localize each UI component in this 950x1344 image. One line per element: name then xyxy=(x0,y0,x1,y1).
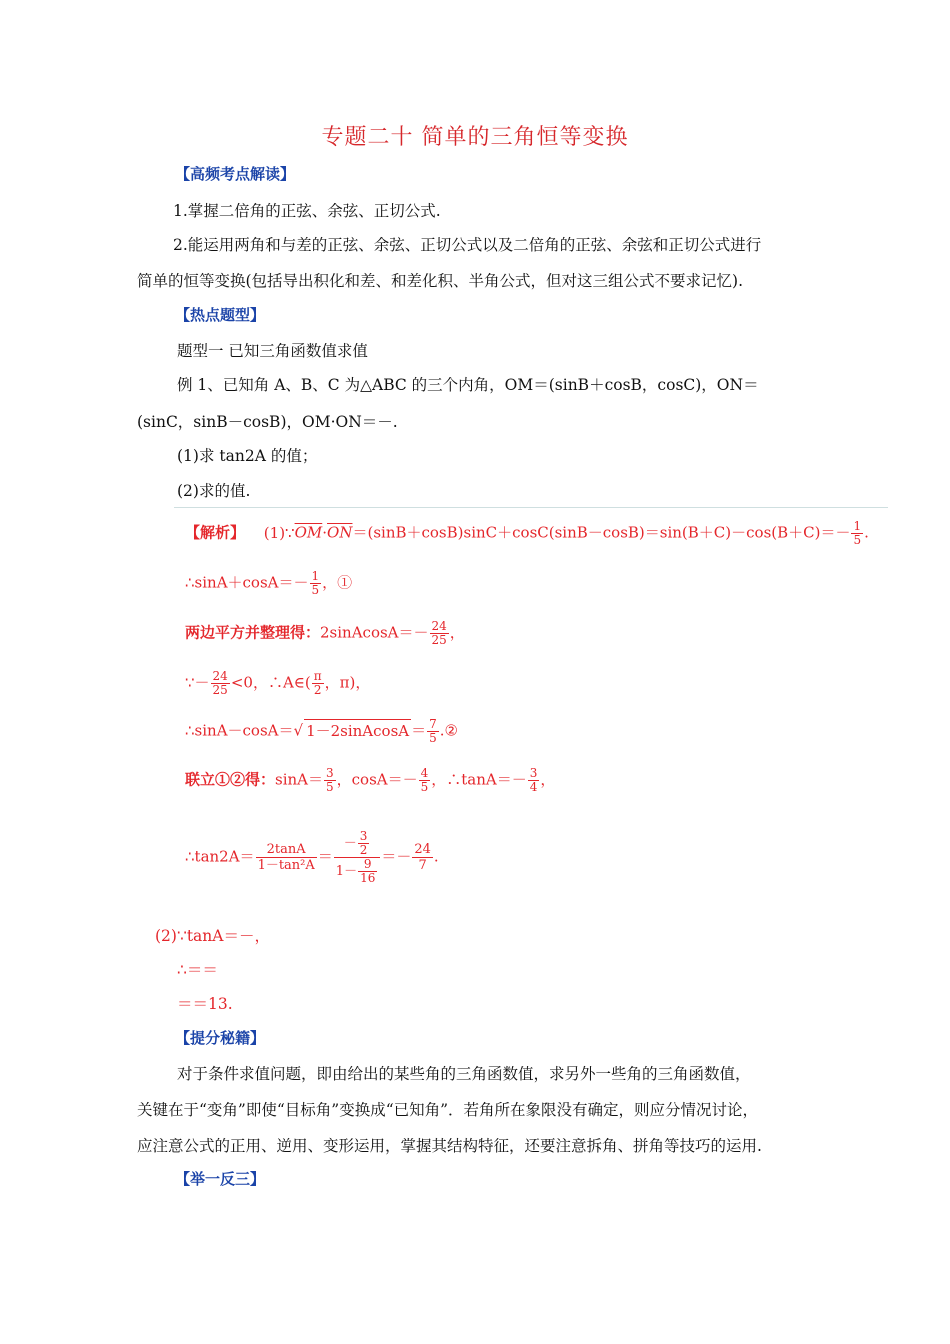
compound-fraction xyxy=(334,830,381,885)
sol-l5-pre: ∴sinA－cosA＝ xyxy=(185,721,294,740)
sol-l3-mid: 2sinAcosA＝－ xyxy=(320,623,429,642)
sol-l1-rest: ＝(sinB＋cosB)sinC＋cosC(sinB－cosB)＝sin(B＋C)－cos(B＋C)＝－ xyxy=(352,523,851,542)
frac-den: 5 xyxy=(420,780,429,794)
sol-l6-c: ，∴tanA＝－ xyxy=(431,770,527,789)
fraction xyxy=(430,620,449,647)
frac-den: 5 xyxy=(853,533,862,547)
fraction xyxy=(851,520,863,547)
solution-line-4 xyxy=(185,670,370,697)
frac-den: 7 xyxy=(418,858,427,873)
sol-l5-eq: ＝ xyxy=(411,721,427,740)
tifen-line-1: 对于条件求值问题，即由给出的某些角的三角函数值，求另外一些角的三角函数值， xyxy=(177,1065,751,1083)
sol-l4-end: ，π)， xyxy=(324,673,371,692)
question-1: (1)求 tan2A 的值； xyxy=(177,447,318,465)
frac-num: 3 xyxy=(359,829,368,843)
sol-l7-eq2: ＝－ xyxy=(381,847,412,866)
fraction xyxy=(310,570,322,597)
part-2-line-1: (2)∵tanA＝－， xyxy=(155,927,270,945)
fraction xyxy=(358,858,377,885)
compound-den xyxy=(334,858,381,885)
sol-l3-end: ， xyxy=(449,623,465,642)
frac-num: 24 xyxy=(431,619,447,633)
solution-line-7 xyxy=(185,830,439,885)
frac-num: 9 xyxy=(358,858,377,872)
compound-num: － $\frac{3}{2}$ xyxy=(334,830,381,858)
frac-num: 24 xyxy=(212,669,228,683)
frac-num: 7 xyxy=(429,717,437,731)
fraction xyxy=(427,718,439,745)
sol-l4-pre: ∵－ xyxy=(185,673,210,692)
sol-l1-end: . xyxy=(864,523,869,542)
frac-den: 4 xyxy=(529,780,538,794)
sol-l7-eq: ＝ xyxy=(317,847,333,866)
sol-l1-pre: (1)∵ xyxy=(263,523,295,542)
frac-num: 1 xyxy=(311,569,320,583)
fraction xyxy=(256,842,317,873)
tixing-1-heading: 题型一 已知三角函数值求值 xyxy=(177,342,368,360)
frac-den: 16 xyxy=(360,871,376,885)
sol-l4-mid: <0，∴A∈( xyxy=(230,673,311,692)
den-pre: 1－ xyxy=(335,864,358,879)
example-1-line-2: (sinC，sinB－cosB)，OM·ON＝－. xyxy=(137,413,398,431)
solution-line-6 xyxy=(185,767,555,794)
section-tifen-heading: 【提分秘籍】 xyxy=(175,1029,266,1047)
fraction xyxy=(419,767,431,794)
frac-num: π xyxy=(313,669,322,683)
page-title: 专题二十 简单的三角恒等变换 xyxy=(321,125,629,150)
fraction xyxy=(324,767,336,794)
frac-num: 4 xyxy=(420,766,429,780)
fraction xyxy=(528,767,540,794)
solution-line-5 xyxy=(185,718,458,745)
fraction xyxy=(211,670,230,697)
sol-l2-end: ，① xyxy=(322,573,353,592)
frac-num: 1 xyxy=(853,519,862,533)
solution-label: 【解析】 xyxy=(185,523,246,542)
tifen-line-3: 应注意公式的正用、逆用、变形运用，掌握其结构特征，还要注意拆角、拼角等技巧的运用. xyxy=(137,1137,762,1155)
section-gaopin-heading: 【高频考点解读】 xyxy=(175,165,296,183)
point-2-line-1: 2.能运用两角和与差的正弦、余弦、正切公式以及二倍角的正弦、余弦和正切公式进行 xyxy=(173,236,762,254)
solution-line-1 xyxy=(185,520,869,547)
fraction xyxy=(312,670,324,697)
frac-den: 25 xyxy=(212,683,228,697)
section-juyi-heading: 【举一反三】 xyxy=(175,1170,266,1188)
sol-l6-end: ， xyxy=(540,770,556,789)
section-redian-heading: 【热点题型】 xyxy=(175,306,266,324)
solution-line-3 xyxy=(185,620,465,647)
sol-l6-b: ，cosA＝－ xyxy=(336,770,418,789)
frac-den: 5 xyxy=(311,583,320,597)
fraction xyxy=(358,830,370,857)
sol-l6-a: sinA＝ xyxy=(275,770,324,789)
divider-line xyxy=(174,507,888,508)
solution-line-2 xyxy=(185,570,352,597)
frac-den: 5 xyxy=(429,731,437,745)
fraction xyxy=(412,842,433,873)
sqrt-sign: √ xyxy=(293,721,304,740)
sol-l2-pre: ∴sinA＋cosA＝－ xyxy=(185,573,309,592)
part-2-line-3: ＝＝13. xyxy=(177,995,233,1013)
sol-l7-end: . xyxy=(433,847,439,866)
sol-l3-pre: 两边平方并整理得： xyxy=(185,623,321,642)
frac-den: 2 xyxy=(313,683,322,697)
frac-num: 3 xyxy=(529,766,538,780)
frac-num: 24 xyxy=(414,842,431,857)
vector-om: $\overline{OM}$ xyxy=(294,523,323,542)
frac-den: 5 xyxy=(326,780,334,794)
sol-l6-pre: 联立①②得： xyxy=(185,770,276,789)
part-2-line-2: ∴＝＝ xyxy=(177,961,218,979)
example-1-line-1: 例 1、已知角 A、B、C 为△ABC 的三个内角，OM＝(sinB＋cosB，cosC)，ON＝ xyxy=(177,376,759,394)
tifen-line-2: 关键在于“变角”即使“目标角”变换成“已知角”．若角所在象限没有确定，则应分情况讨论， xyxy=(137,1101,759,1119)
vector-on: $\overline{ON}$ xyxy=(327,523,353,542)
question-2: (2)求的值. xyxy=(177,482,251,500)
sol-l7-pre: ∴tan2A＝ xyxy=(185,847,255,866)
frac-num: 3 xyxy=(326,766,334,780)
frac-num: 2tanA xyxy=(256,842,317,858)
sqrt-content: 1－2sinAcosA xyxy=(304,719,411,741)
point-1: 1.掌握二倍角的正弦、余弦、正切公式. xyxy=(173,202,441,220)
frac-den: 25 xyxy=(431,633,447,647)
frac-den: 1－tan²A xyxy=(257,858,315,873)
frac-den: 2 xyxy=(359,843,368,857)
sol-l1-dot: · xyxy=(322,523,328,542)
sol-l5-end: .② xyxy=(439,721,458,740)
point-2-line-2: 简单的恒等变换(包括导出积化和差、和差化积、半角公式，但对这三组公式不要求记忆). xyxy=(137,272,744,290)
